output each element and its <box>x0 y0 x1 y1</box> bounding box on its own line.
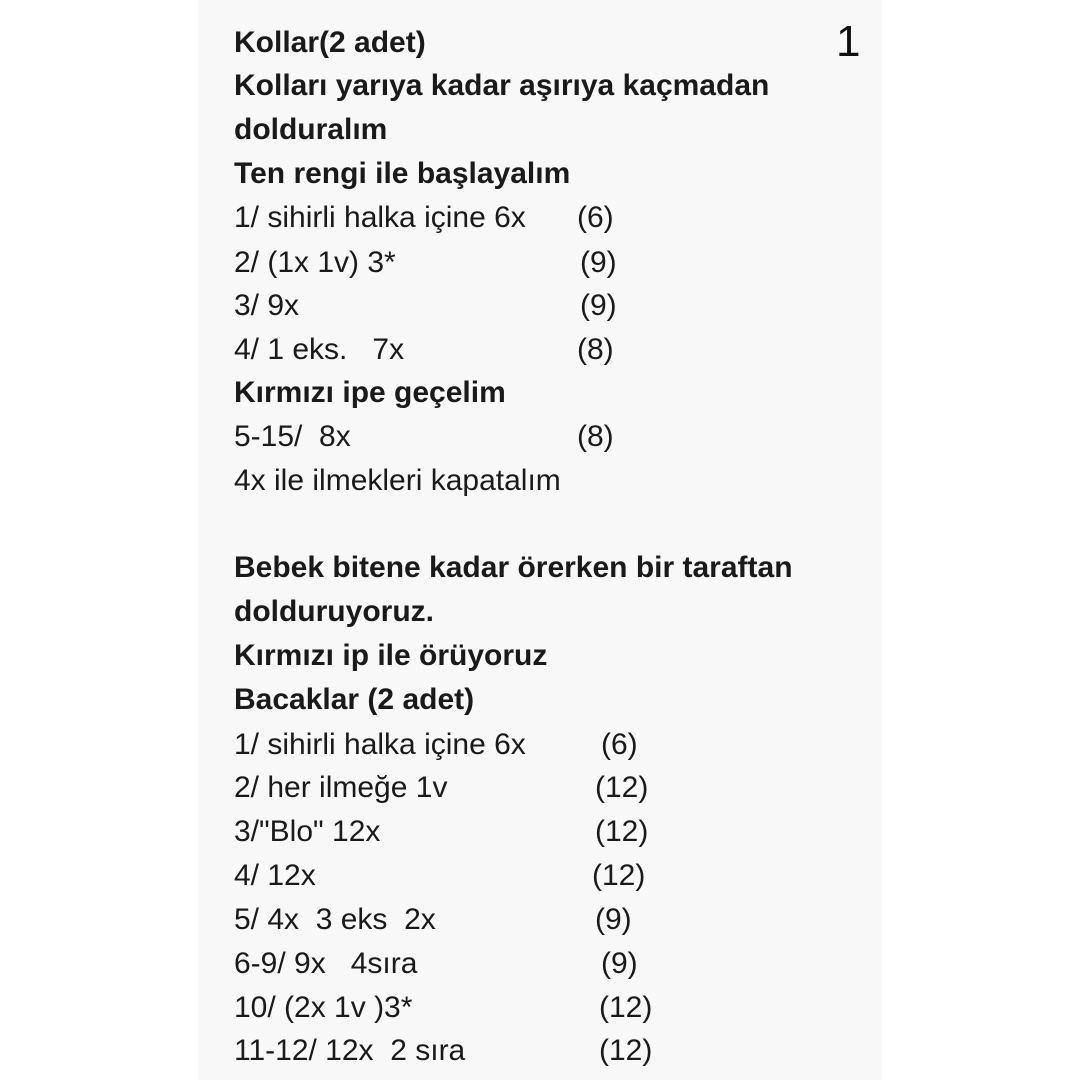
arms-closing: 4x ile ilmekleri kapatalım <box>234 464 561 497</box>
arms-row-2-text: 2/ (1x 1v) 3* <box>234 246 396 279</box>
arms-row-1-text: 1/ sihirli halka içine 6x <box>234 201 526 234</box>
legs-row-4-count: (12) <box>592 859 646 892</box>
section-title-legs: Bacaklar (2 adet) <box>234 683 475 716</box>
arms-row-4-count: (8) <box>577 333 614 366</box>
legs-row-7-text: 10/ (2x 1v )3* <box>234 991 413 1024</box>
arms-row-3-text: 3/ 9x <box>234 289 300 322</box>
arms-row-3-count: (9) <box>580 289 617 322</box>
legs-row-2-count: (12) <box>595 771 649 804</box>
legs-yarn-note: Kırmızı ip ile örüyoruz <box>234 639 548 672</box>
body-intro-line1: Bebek bitene kadar örerken bir taraftan <box>234 551 793 584</box>
arms-row-4-text: 4/ 1 eks. 7x <box>234 333 405 366</box>
legs-row-1-text: 1/ sihirli halka içine 6x <box>234 728 526 761</box>
legs-row-6-count: (9) <box>601 947 638 980</box>
body-intro-line2: dolduruyoruz. <box>234 595 434 628</box>
legs-row-3-text: 3/"Blo" 12x <box>234 815 381 848</box>
legs-row-6-text: 6-9/ 9x 4sıra <box>234 947 418 980</box>
arms-row-5-count: (8) <box>577 420 614 453</box>
legs-row-1-count: (6) <box>601 728 638 761</box>
arms-color-change: Kırmızı ipe geçelim <box>234 376 506 409</box>
arms-note-line2: dolduralım <box>234 113 388 146</box>
legs-row-4-text: 4/ 12x <box>234 859 316 892</box>
legs-row-5-text: 5/ 4x 3 eks 2x <box>234 903 436 936</box>
legs-row-2-text: 2/ her ilmeğe 1v <box>234 771 448 804</box>
legs-row-3-count: (12) <box>595 815 649 848</box>
page-number: 1 <box>836 17 861 66</box>
legs-row-5-count: (9) <box>595 903 632 936</box>
legs-row-7-count: (12) <box>599 991 653 1024</box>
legs-row-8-text: 11-12/ 12x 2 sıra <box>234 1034 466 1067</box>
arms-color-note: Ten rengi ile başlayalım <box>234 157 571 190</box>
arms-note-line1: Kolları yarıya kadar aşırıya kaçmadan <box>234 69 770 102</box>
legs-row-8-count: (12) <box>599 1034 653 1067</box>
arms-row-2-count: (9) <box>580 246 617 279</box>
section-title-arms: Kollar(2 adet) <box>234 26 426 59</box>
arms-row-1-count: (6) <box>577 201 614 234</box>
arms-row-5-text: 5-15/ 8x <box>234 420 351 453</box>
